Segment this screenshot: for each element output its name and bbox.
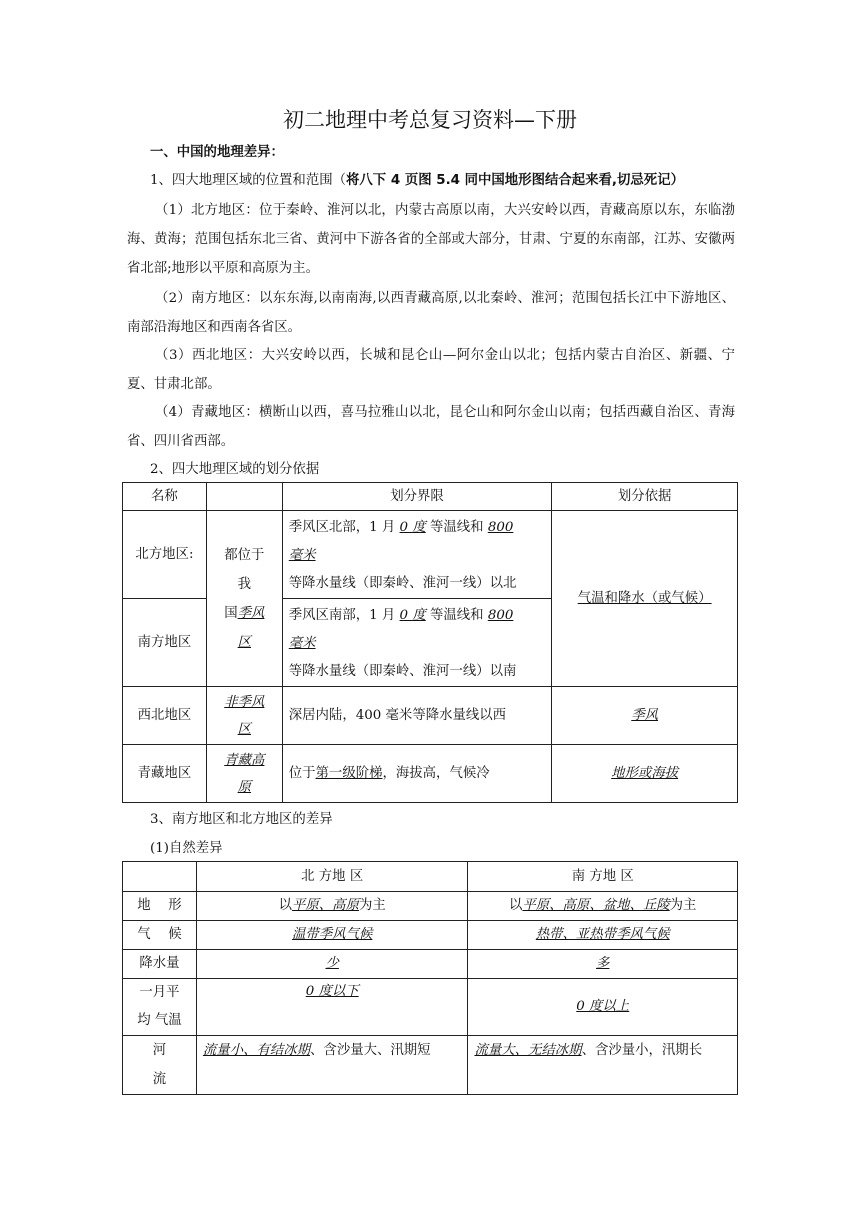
basis-qingzang xyxy=(552,745,738,803)
basis-northwest xyxy=(552,687,738,745)
cell-text: 热带、亚热带季风气候 xyxy=(535,927,670,942)
cell-text: 平原、高原 xyxy=(292,898,359,913)
table-row xyxy=(123,950,738,979)
table-row xyxy=(123,511,738,599)
row-label-river xyxy=(123,1036,197,1095)
region-name-northwest: 西北地区 xyxy=(123,687,207,745)
limit-text: 0 度 xyxy=(399,519,426,535)
zone-text: 区 xyxy=(237,721,252,737)
climate-south xyxy=(468,921,738,950)
cell-text: 以 xyxy=(508,898,523,913)
cell-text: 、含沙量大、汛期短 xyxy=(310,1043,431,1058)
region-name-south: 南方地区 xyxy=(123,599,207,687)
cell-text: 为主 xyxy=(358,898,386,913)
zone-text: 季风 xyxy=(237,605,265,621)
limit-south xyxy=(282,599,552,687)
paragraph-northwest: （3）西北地区：大兴安岭以西，长城和昆仑山—阿尔金山以北；包括内蒙古自治区、新疆、宁夏、甘肃北部。 xyxy=(127,348,735,392)
climate-north xyxy=(196,921,468,950)
row-label-terrain: 地 形 xyxy=(123,892,197,921)
item-1-note: 将八下 4 页图 5.4 同中国地形图结合起来看,切忌死记） xyxy=(346,173,684,188)
header-cell: 名称 xyxy=(123,483,207,511)
limit-text: 等降水量线（即秦岭、淮河一线）以南 xyxy=(288,663,517,679)
row-label-climate: 气 候 xyxy=(123,921,197,950)
limit-text: 位于 xyxy=(288,765,316,781)
cell-text: 平原、高原、盆地、丘陵 xyxy=(522,898,670,913)
cell-text: 均 气温 xyxy=(137,1013,182,1028)
limit-text: 800 xyxy=(487,519,514,535)
basis-text: 季风 xyxy=(631,707,659,723)
header-cell: 划分界限 xyxy=(282,483,552,511)
table-row xyxy=(123,921,738,950)
header-cell: 北 方地 区 xyxy=(196,862,468,892)
river-south xyxy=(468,1036,738,1095)
rain-north xyxy=(196,950,468,979)
terrain-south xyxy=(468,892,738,921)
cell-text: 多 xyxy=(596,956,610,971)
cell-text: 流量大、无结冰期 xyxy=(474,1043,582,1058)
cell-text: 流 xyxy=(152,1072,167,1087)
limit-text: 0 度 xyxy=(399,607,426,623)
limit-text: 毫米 xyxy=(288,635,316,651)
cell-text: 为主 xyxy=(669,898,697,913)
natural-difference-table xyxy=(122,861,738,1095)
item-3-1: (1)自然差异 xyxy=(150,841,223,856)
table-row xyxy=(123,687,738,745)
basis-text: 地形或海拔 xyxy=(611,765,679,781)
paragraph-north: （1）北方地区：位于秦岭、淮河以北，内蒙古高原以南，大兴安岭以西，青藏高原以东，东临渤海、黄海；范围包括东北三省、黄河中下游各省的全部或大部分，甘肃、宁夏的东南部，江苏、安徽两省北部;地形以平原和高原为主。 xyxy=(127,203,735,276)
paragraph-qingzang: （4）青藏地区：横断山以西，喜马拉雅山以北，昆仑山和阿尔金山以南；包括西藏自治区、青海省、四川省西部。 xyxy=(127,405,735,449)
cell-text: 少 xyxy=(325,956,339,971)
item-2: 2、四大地理区域的划分依据 xyxy=(150,462,320,477)
row-label-january-temp xyxy=(123,979,197,1036)
zone-text: 我 xyxy=(237,576,252,592)
header-cell: 划分依据 xyxy=(552,483,738,511)
item-1-text: 1、四大地理区域的位置和范围（ xyxy=(150,173,346,188)
table-row xyxy=(123,892,738,921)
basis-text: 气温和降水（或气候） xyxy=(577,590,712,606)
header-cell xyxy=(206,483,282,511)
limit-text: 第一级阶梯 xyxy=(315,765,383,781)
header-cell: 南 方地 区 xyxy=(468,862,738,892)
item-1 xyxy=(150,166,684,195)
limit-text: 800 xyxy=(487,607,514,623)
basis-north-south xyxy=(552,511,738,687)
zone-qingzang xyxy=(206,745,282,803)
limit-text: 等降水量线（即秦岭、淮河一线）以北 xyxy=(288,575,517,591)
zone-text: 原 xyxy=(237,779,252,795)
table-row xyxy=(123,1036,738,1095)
zone-text: 国 xyxy=(224,605,238,621)
temp-north xyxy=(196,979,468,1036)
limit-north xyxy=(282,511,552,599)
zone-northwest xyxy=(206,687,282,745)
region-name-qingzang: 青藏地区 xyxy=(123,745,207,803)
cell-text: 一月平 xyxy=(139,985,180,1000)
table-header-row xyxy=(123,483,738,511)
cell-text: 以 xyxy=(278,898,293,913)
cell-text: 流量小、有结冰期 xyxy=(202,1043,311,1058)
zone-text: 青藏高 xyxy=(224,752,265,768)
zone-text: 非季风 xyxy=(224,694,265,710)
zone-text: 都位于 xyxy=(224,547,265,563)
limit-text: ，海拔高，气候冷 xyxy=(382,765,490,781)
cell-text: 、含沙量小，汛期长 xyxy=(581,1043,703,1058)
limit-text: 等温线和 xyxy=(429,607,484,623)
monsoon-zone-cell xyxy=(206,511,282,687)
cell-text: 0 度以上 xyxy=(576,999,630,1014)
zone-text: 区 xyxy=(237,634,252,650)
limit-text: 毫米 xyxy=(288,547,316,563)
cell-text: 温带季风气候 xyxy=(292,927,373,942)
page-title: 初二地理中考总复习资料—下册 xyxy=(283,108,577,132)
limit-text: 季风区北部，1 月 xyxy=(288,519,396,535)
limit-text: 季风区南部，1 月 xyxy=(288,607,396,623)
table-header-row xyxy=(123,862,738,892)
temp-south xyxy=(468,979,738,1036)
terrain-north xyxy=(196,892,468,921)
limit-text: 等温线和 xyxy=(429,519,484,535)
table-row xyxy=(123,979,738,1036)
limit-qingzang xyxy=(282,745,552,803)
rain-south xyxy=(468,950,738,979)
river-north xyxy=(196,1036,468,1095)
paragraph-south: （2）南方地区：以东东海,以南南海,以西青藏高原,以北秦岭、淮河；范围包括长江中下游地区、南部沿海地区和西南各省区。 xyxy=(127,291,735,335)
header-cell xyxy=(123,862,197,892)
section-heading: 一、中国的地理差异： xyxy=(150,145,284,160)
cell-text: 0 度以下 xyxy=(305,984,359,999)
table-row xyxy=(123,745,738,803)
limit-northwest: 深居内陆，400 毫米等降水量线以西 xyxy=(282,687,552,745)
division-table xyxy=(122,482,738,803)
item-3: 3、南方地区和北方地区的差异 xyxy=(150,812,333,827)
region-name-north: 北方地区: xyxy=(123,511,207,599)
row-label-rainfall: 降水量 xyxy=(123,950,197,979)
cell-text: 河 xyxy=(152,1043,167,1058)
